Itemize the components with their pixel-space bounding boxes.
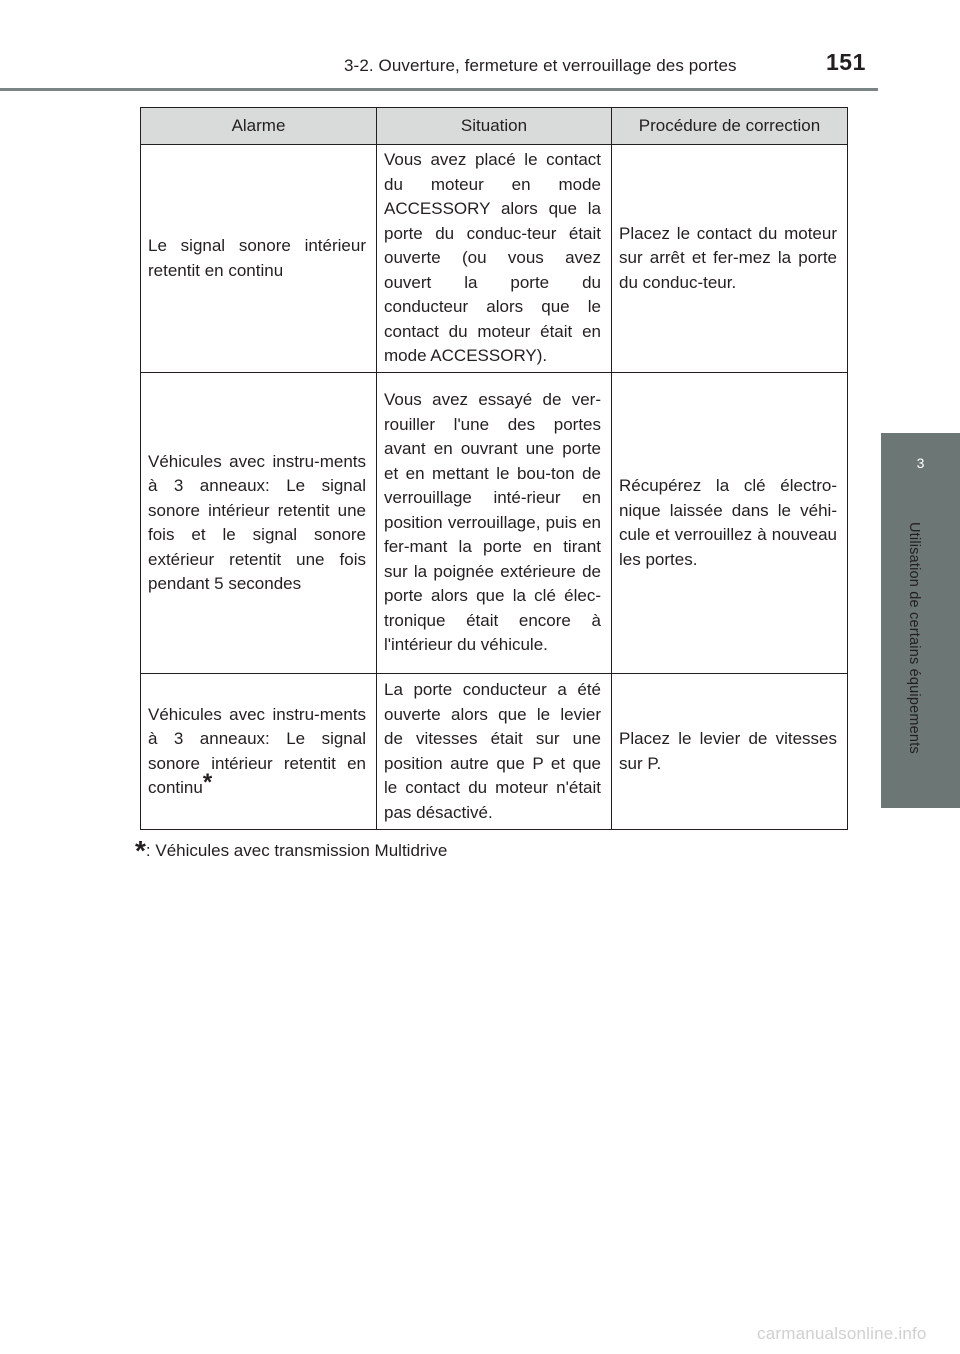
situation-cell xyxy=(377,373,612,674)
table-header-row xyxy=(141,108,848,145)
footnote-marker: * xyxy=(202,769,213,796)
situation-text: Vous avez placé le contact du moteur en mode ACCESSORY alors que la porte du conduc-teur était ouverte (ou vous avez ouvert la porte du conducteur alors que le contact du moteur était en mode ACCESSORY). xyxy=(384,150,601,366)
situation-text: La porte conducteur a été ouverte alors que le levier de vitesses était sur une position autre que P et que le contact du moteur n'était pas désactivé. xyxy=(384,680,601,822)
footnote xyxy=(135,835,447,867)
column-header-situation: Situation xyxy=(377,108,612,145)
column-header-correction: Procédure de correction xyxy=(612,108,848,145)
correction-cell xyxy=(612,373,848,674)
correction-text: Récupérez la clé électro-nique laissée dans le véhi-cule et verrouillez à nouveau les portes. xyxy=(619,476,837,569)
alarm-table xyxy=(140,107,848,830)
section-title: 3-2. Ouverture, fermeture et verrouillage des portes xyxy=(344,56,737,75)
chapter-label: Utilisation de certains équipements xyxy=(906,522,922,754)
alarm-text: Véhicules avec instru-ments à 3 anneaux: Le signal sonore intérieur retentit une fois et le signal sonore extérieur retentit une fois pendant 5 secondes xyxy=(148,451,366,593)
situation-text: Vous avez essayé de ver-rouiller l'une des portes avant en ouvrant une porte et en mettant le bou-ton de verrouillage inté-rieur en position verrouillage, puis en fer-mant la porte en tirant sur la poignée extérieure de porte alors que la clé élec-tronique était encore à l'intérieur du véhicule. xyxy=(384,390,601,655)
column-header-alarm: Alarme xyxy=(141,108,377,145)
footnote-star: * xyxy=(135,835,146,866)
situation-cell xyxy=(377,674,612,830)
alarm-cell xyxy=(141,373,377,674)
situation-cell xyxy=(377,145,612,373)
correction-cell xyxy=(612,674,848,830)
table-row xyxy=(141,674,848,830)
alarm-cell xyxy=(141,674,377,830)
footnote-text: : Véhicules avec transmission Multidrive xyxy=(145,841,448,860)
alarm-text-wrap xyxy=(148,703,366,801)
table-row xyxy=(141,145,848,373)
correction-text: Placez le levier de vitesses sur P. xyxy=(619,729,837,773)
header-divider xyxy=(0,88,878,91)
chapter-number: 3 xyxy=(916,455,925,471)
alarm-cell xyxy=(141,145,377,373)
table-row xyxy=(141,373,848,674)
alarm-text: Véhicules avec instru-ments à 3 anneaux: Le signal sonore intérieur retentit en continu xyxy=(148,704,366,797)
watermark: carmanualsonline.info xyxy=(757,1324,927,1343)
alarm-text: Le signal sonore intérieur retentit en continu xyxy=(148,236,366,280)
page-number: 151 xyxy=(826,49,866,75)
correction-cell xyxy=(612,145,848,373)
correction-text: Placez le contact du moteur sur arrêt et fer-mez la porte du conduc-teur. xyxy=(619,223,837,292)
